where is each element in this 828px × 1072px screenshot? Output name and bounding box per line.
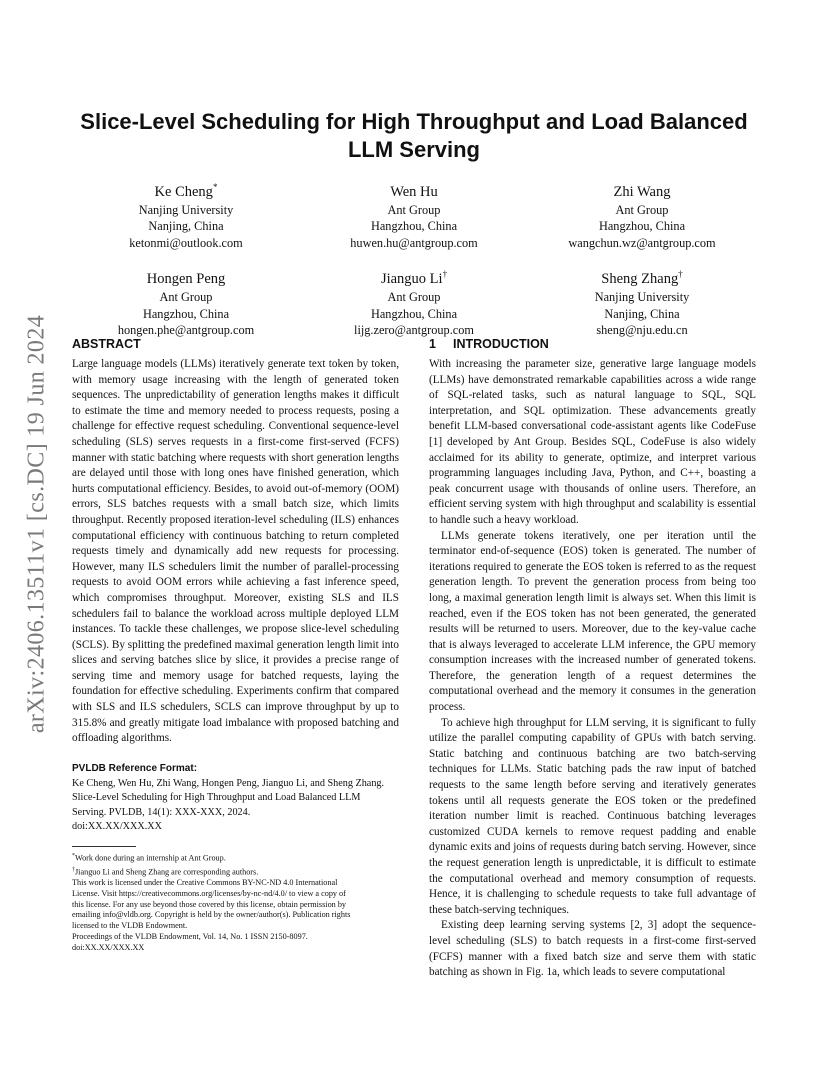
author-email: lijg.zero@antgroup.com bbox=[354, 323, 474, 338]
author-entry bbox=[72, 177, 300, 251]
section-title: INTRODUCTION bbox=[453, 337, 549, 351]
footnote-divider bbox=[72, 846, 136, 847]
author-entry bbox=[72, 264, 300, 338]
author-name: Ke Cheng bbox=[154, 183, 213, 200]
footnote-line: †Jianguo Li and Sheng Zhang are corresponding authors. bbox=[72, 866, 259, 877]
author-location: Hangzhou, China bbox=[370, 219, 458, 234]
abstract-heading: ABSTRACT bbox=[72, 337, 141, 351]
footnote-line: Proceedings of the VLDB Endowment, Vol. 14, No. 1 ISSN 2150-8097. bbox=[72, 932, 308, 942]
intro-paragraph: With increasing the parameter size, generative large language models (LLMs) have demonstrated remarkable capabilities across a wide range of SQL-related tasks, such as natural language to SQL, SQL interpretation, and SQL optimization. These advancements greatly benefit LLM-based conversational code-assistant agents like CodeFuse [1] developed by Ant Group. Besides SQL, CodeFuse is also widely acclaimed for its ability to generate, optimize, and interpret various programming languages including Java, Python, and C++, boasting a peak concurrent usage with thousands of online users. Therefore, an efficient serving system with high throughput and scalability is essential to handle such a heavy workload. bbox=[429, 358, 756, 526]
title-line: LLM Serving bbox=[347, 137, 480, 162]
author-affiliation: Ant Group bbox=[159, 290, 213, 305]
introduction-heading bbox=[429, 336, 756, 353]
author-email: sheng@nju.edu.cn bbox=[596, 323, 688, 338]
introduction-section bbox=[429, 336, 756, 981]
author-name: Zhi Wang bbox=[613, 183, 671, 200]
intro-paragraph: To achieve high throughput for LLM serving, it is significant to fully utilize the parallel computing capability of GPUs with batch serving. Static batching and continuous batching are two batch-serving techniques for LLMs. Static batching pads the raw input of batched requests to the same length before serving and iteratively generates tokens until all requests generate the EOS token or the predefined iteration number limit is reached. Continuous batching leverages customized CUDA kernels to remove request padding and enable dynamic exits and joins of requests during batch serving. However, since the request generation length is unpredictable, it is difficult to estimate the computational overhead and memory consumption of requests. Hence, it is challenging to schedule requests to take full advantage of these batch-serving techniques. bbox=[429, 716, 757, 916]
footnote-line: emailing info@vldb.org. Copyright is held by the owner/author(s). Publication rights bbox=[72, 910, 351, 920]
author-name: Hongen Peng bbox=[146, 271, 226, 288]
author-email: ketonmi@outlook.com bbox=[129, 235, 243, 250]
footnote-line: licensed to the VLDB Endowment. bbox=[72, 921, 188, 931]
author-name: Jianguo Li bbox=[380, 271, 443, 288]
author-block bbox=[72, 177, 756, 352]
author-mark: * bbox=[212, 182, 218, 192]
author-affiliation: Ant Group bbox=[387, 290, 441, 305]
intro-paragraph: Existing deep learning serving systems [2, 3] adopt the sequence-level scheduling (SLS) to batch requests in a first-come first-served (FCFS) manner with a fixed batch size and serve them with static batching as shown in Fig. 1a, which leads to severe computational bbox=[429, 919, 756, 979]
author-email: hongen.phe@antgroup.com bbox=[117, 323, 255, 338]
arxiv-stamp: arXiv:2406.13511v1 [cs.DC] 19 Jun 2024 bbox=[23, 314, 50, 734]
author-affiliation: Nanjing University bbox=[594, 290, 690, 305]
author-affiliation: Ant Group bbox=[387, 202, 441, 217]
author-location: Hangzhou, China bbox=[370, 306, 458, 321]
author-mark: † bbox=[678, 269, 683, 280]
author-location: Nanjing, China bbox=[148, 219, 224, 234]
paper-title bbox=[60, 108, 768, 164]
author-entry bbox=[528, 264, 756, 338]
reference-format bbox=[72, 762, 399, 835]
footnote-line: *Work done during an internship at Ant Group. bbox=[72, 853, 226, 863]
abstract-text: Large language models (LLMs) iteratively generate text token by token, with memory usage increasing with the length of generated token sequences. The unpredictability of generation lengths makes it difficult to estimate the time and memory needed to process requests, posing a challenge for effective request scheduling. Conventional sequence-level scheduling (SLS) serves requests in a first-come first-served (FCFS) manner with static batching where requests with short generation lengths are delayed until those with long ones have finished generation, which hurts computational efficiency. Besides, to avoid out-of-memory (OOM) errors, SLS batches requests with a small batch size, which limits throughput. Recently proposed iteration-level scheduling (ILS) enhances computational efficiency with continuous batching to return completed requests timely and dynamically add new requests for processing. However, many ILS schedulers limit the number of parallel-processing requests to avoid OOM errors while achieving a fast inference speed, which compromises throughput. Moreover, existing SLS and ILS schedulers fail to balance the workload across multiple deployed LLM instances. To tackle these challenges, we propose slice-level scheduling (SCLS). By splitting the predefined maximal generation length limit into slices and serving batches slice by slice, it provides a precise range of serving time and memory usage for batched requests, laying the foundation for effective scheduling. Experiments confirm that compared with SLS and ILS schedulers, SCLS can improve throughput by up to 315.8% and greatly mitigate load imbalance with proposed batching and offloading algorithms. bbox=[72, 358, 399, 745]
author-entry bbox=[528, 177, 756, 251]
author-affiliation: Nanjing University bbox=[138, 202, 234, 217]
author-email: huwen.hu@antgroup.com bbox=[350, 235, 478, 250]
author-location: Hangzhou, China bbox=[142, 306, 230, 321]
author-entry bbox=[300, 264, 528, 338]
author-location: Nanjing, China bbox=[604, 306, 680, 321]
footnote-line: License. Visit https://creativecommons.org/licenses/by-nc-nd/4.0/ to view a copy of bbox=[72, 888, 346, 898]
reference-line: doi:XX.XX/XXX.XX bbox=[72, 821, 162, 832]
footnotes bbox=[72, 851, 402, 954]
reference-line: Serving. PVLDB, 14(1): XXX-XXX, 2024. bbox=[72, 806, 251, 818]
intro-paragraph: LLMs generate tokens iteratively, one per iteration until the terminator end-of-sequence (EOS) token is generated. The number of iterations required to generate the EOS token is referred to as the request generation length. To prevent the generation process from being too long, a maximal generation length limit is always set. When this limit is reached, even if the EOS token has not been generated, the generated results will be returned to users. Moreover, due to the key-value cache that is always leveraged to accelerate LLM inference, the GPU memory consumption increases with the increased number of generated tokens. Therefore, the generation length of a request determines the computational overhead and the memory it consumes in the generation process. bbox=[429, 529, 756, 714]
author-name: Wen Hu bbox=[390, 183, 438, 200]
title-line: Slice-Level Scheduling for High Throughput and Load Balanced bbox=[80, 109, 748, 134]
reference-line: Slice-Level Scheduling for High Throughput and Load Balanced LLM bbox=[72, 792, 361, 803]
footnote-line: doi:XX.XX/XXX.XX bbox=[72, 942, 145, 952]
author-location: Hangzhou, China bbox=[598, 219, 686, 234]
author-mark: † bbox=[442, 269, 448, 280]
author-email: wangchun.wz@antgroup.com bbox=[568, 235, 716, 250]
reference-line: Ke Cheng, Wen Hu, Zhi Wang, Hongen Peng, Jianguo Li, and Sheng Zhang. bbox=[72, 777, 385, 789]
author-affiliation: Ant Group bbox=[615, 202, 669, 217]
section-number: 1 bbox=[429, 337, 436, 351]
reference-heading: PVLDB Reference Format: bbox=[72, 763, 198, 774]
footnote-line: this license. For any use beyond those covered by this license, obtain permission by bbox=[72, 899, 347, 909]
footnote-line: This work is licensed under the Creative Commons BY-NC-ND 4.0 International bbox=[72, 878, 338, 888]
abstract-section bbox=[72, 336, 399, 747]
author-entry bbox=[300, 177, 528, 251]
author-name: Sheng Zhang bbox=[601, 271, 679, 288]
